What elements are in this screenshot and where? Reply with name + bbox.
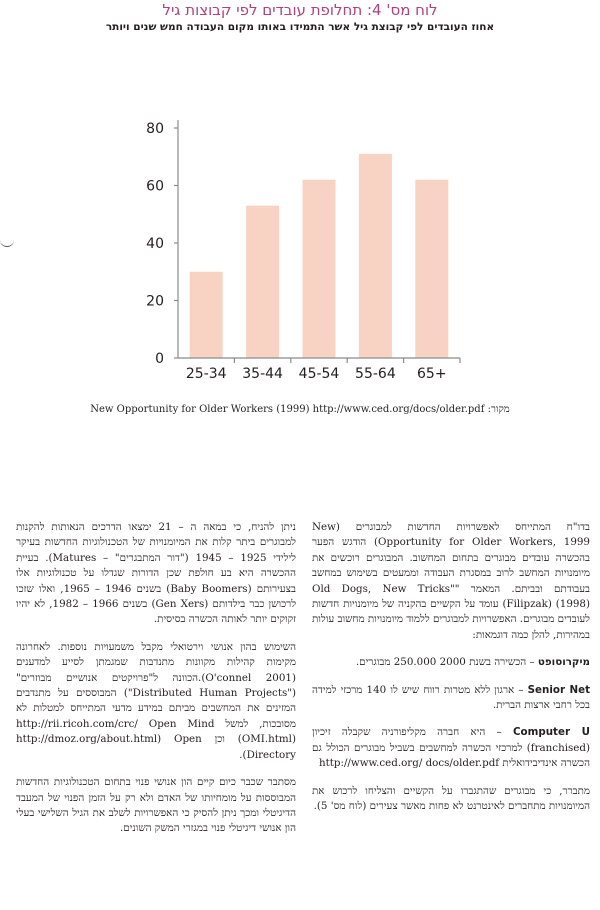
source-citation bbox=[60, 404, 540, 415]
text-computeru: – היא חברה מקליפורניה שקבלה זיכיון (franchised) למרכזי הכשרה למחשבים בשביל מבוגרים הכולל גם הכשרה אינדיבידואלית http://www.ced.org/ docs/older.pdf bbox=[312, 726, 590, 770]
chart-bar bbox=[359, 154, 392, 358]
paragraph-conclusion: מתברר, כי מבוגרים שהתגברו על הקשיים והצליחו לרכוש את המיומנויות מתחברים לאינטרנט לא פחות מאשר צעירים (לוח מס' 5). bbox=[312, 784, 590, 813]
paragraph-computeru bbox=[312, 725, 590, 771]
paragraph-available-capital: מסתבר שכבר כיום קיים הון אנושי פנוי בתחום הטכנולוגיות החדשות המבוססות על מומחיותו של האדם ולא רק על הזמן הפנוי של המעבד הדיגיטלי ומכך ניתן להסיק כי האפשרויות לשלב את הגיל השלישי בעלי הון אנושי דיגיטלי פנוי במגזרי המשק השונים. bbox=[16, 776, 296, 835]
x-tick-label: 55-64 bbox=[355, 366, 396, 382]
text-seniornet: – ארגון ללא מטרות רווח שיש לו 140 מרכזי למידה בכל רחבי ארצות הברית. bbox=[312, 683, 590, 712]
x-tick-label: 25-34 bbox=[185, 366, 227, 382]
paragraph-seniornet bbox=[312, 683, 590, 714]
paragraph-microsoft bbox=[312, 655, 590, 670]
y-tick-label: 60 bbox=[146, 178, 164, 195]
y-tick-label: 40 bbox=[146, 236, 164, 252]
source-text: New Opportunity for Older Workers (1999) http://www.ced.org/docs/older.pdf bbox=[90, 404, 485, 415]
term-microsoft: מיקרוסופט bbox=[537, 656, 590, 669]
x-tick-label: 45-54 bbox=[298, 366, 340, 382]
x-tick-label: 65+ bbox=[417, 366, 447, 382]
paragraph-generations: ניתן להניח, כי במאה ה – 21 ימצאו הדרכים הנאותות להקנות למבוגרים ביתר קלות את המיומנויות של הטכנולוגיות החדשות בעיקר לילידי 1925 – 1945 ("דור המתבגרים" – Matures). בעיית ההכשרה היא בע חולפת שכן הדורות שגדלו על טכנולוגיות אלו בצעירותם (Baby Boomers) בשנים 1946 – 1965, ואלו שזכו לרכושן כבר בילדותם (Gen Xers) בשנים 1966 – 1982, לא יהיו זקוקים יותר לאותה הכשרה בסיסית. bbox=[16, 521, 297, 626]
text-microsoft: – הכשירה בשנת 2000 250.000 מבוגרים. bbox=[355, 656, 538, 669]
chart-bar bbox=[190, 272, 223, 358]
x-tick-label: 35-44 bbox=[242, 366, 283, 382]
chart-bar bbox=[246, 206, 279, 358]
chart-bar bbox=[303, 180, 336, 358]
chart-bar bbox=[415, 180, 448, 358]
source-label: מקור: bbox=[487, 404, 510, 415]
term-computeru: Computer U bbox=[512, 726, 590, 739]
right-text-column bbox=[312, 520, 590, 827]
left-text-column bbox=[16, 520, 296, 849]
bar-chart bbox=[0, 100, 600, 390]
paragraph-intro: בדו"ח המתייחס לאפשרויות החדשות למבוגרים (New Opportunity for Older Workers, 1999) הודגש הפער בהכשרה עובדים מבוגרים בתחום המחשוב. המבוגרים רוכשים את מיומנויות המחשב לרוב במסגרת העבודה וממעטים בשימוש במחשב בעבודתם ובביתם. המאמר "Old Dogs, New Tricks" (Filipzak) (1998) עומד על הקשיים בהקניה של מיומנויות חדשות לעובדים מבוגרים. האפשרויות למבוגרים ללמוד מיומנויות מחשוב עולות במהירות, להלן כמה דוגמאות: bbox=[312, 521, 590, 641]
table-subtitle: אחוז העובדים לפי קבוצת גיל אשר התמידו באותו מקום העבודה חמש שנים ויותר bbox=[105, 21, 495, 33]
y-tick-label: 80 bbox=[146, 121, 164, 137]
paragraph-virtual-capital: השימוש בהון אנושי וירטואלי מקבל משמעויות נוספות. לאחרונה מקימות קהילות מקוונות מתנדבות שמגמתן לסייע למדענים (O'connel 2001).הכוונה ל"פרויקטים אנושיים מבוזרים" ("Distributed Human Projects") המבוססים על מתנדבים המזינים את המחשבים מביתם במידע מדעי המתייחס למטלות לא מסובכות, למשל http://rii.ricoh.com/crc/ Open Mind (OMI.html) וכן http://dmoz.org/about.html) Open Directory). bbox=[16, 640, 297, 761]
y-tick-label: 0 bbox=[155, 351, 164, 367]
table-title: לוח מס' 4: תחלופת עובדים לפי קבוצות גיל bbox=[162, 1, 438, 19]
y-tick-label: 20 bbox=[146, 293, 164, 310]
term-seniornet: Senior Net bbox=[527, 683, 590, 696]
